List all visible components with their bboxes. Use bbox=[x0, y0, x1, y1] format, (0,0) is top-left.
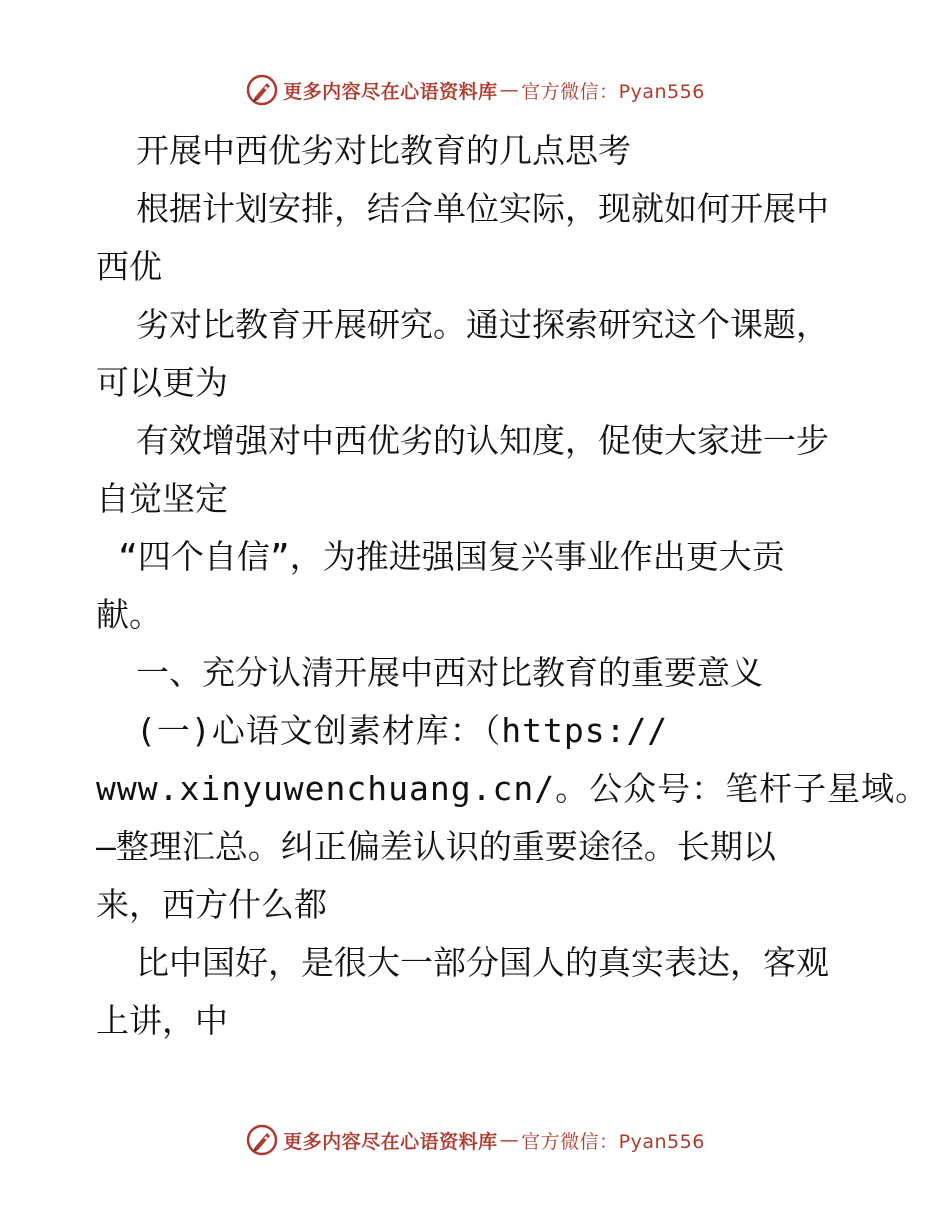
paragraph-line: 比中国好，是很大一部分国人的真实表达，客观 bbox=[136, 943, 829, 982]
header-separator: — bbox=[499, 79, 520, 101]
footer-watermark bbox=[0, 1120, 950, 1160]
paragraph-line: (一)心语文创素材库：（https:// bbox=[136, 711, 669, 750]
paragraph-line: 劣对比教育开展研究。通过探索研究这个课题， bbox=[136, 305, 829, 344]
pen-logo-icon bbox=[245, 1123, 279, 1157]
paragraph-line: 献。 bbox=[96, 595, 162, 634]
paragraph-line: —整理汇总。纠正偏差认识的重要途径。长期以 bbox=[96, 827, 776, 866]
header-watermark bbox=[0, 70, 950, 110]
pen-logo-icon bbox=[245, 73, 279, 107]
footer-separator: — bbox=[499, 1129, 520, 1151]
document-title: 开展中西优劣对比教育的几点思考 bbox=[136, 131, 631, 170]
paragraph-line: “四个自信”，为推进强国复兴事业作出更大贡 bbox=[118, 537, 785, 576]
section-heading: 一、充分认清开展中西对比教育的重要意义 bbox=[136, 653, 763, 692]
footer-wechat-text: 官方微信：Pyan556 bbox=[521, 1130, 705, 1153]
paragraph-line: 来，西方什么都 bbox=[96, 885, 327, 924]
paragraph-line: 西优 bbox=[96, 247, 162, 286]
document-body bbox=[96, 122, 930, 1050]
paragraph-line: 根据计划安排，结合单位实际，现就如何开展中 bbox=[136, 189, 829, 228]
paragraph-line: 上讲，中 bbox=[96, 1001, 228, 1040]
paragraph-line: www.xinyuwenchuang.cn/。公众号：笔杆子星域。 bbox=[96, 769, 930, 808]
footer-site-text: 更多内容尽在心语资料库 bbox=[283, 1130, 498, 1153]
paragraph-line: 可以更为 bbox=[96, 363, 228, 402]
header-wechat-text: 官方微信：Pyan556 bbox=[521, 80, 705, 103]
paragraph-line: 有效增强对中西优劣的认知度，促使大家进一步 bbox=[136, 421, 829, 460]
header-site-text: 更多内容尽在心语资料库 bbox=[283, 80, 498, 103]
paragraph-line: 自觉坚定 bbox=[96, 479, 228, 518]
